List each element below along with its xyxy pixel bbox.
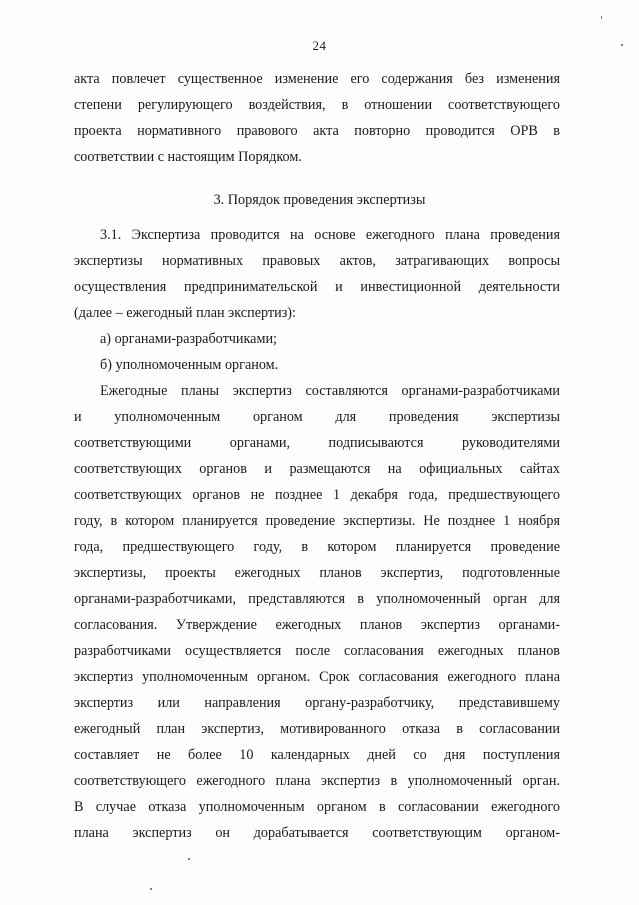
text-line: согласования. Утверждение ежегодных планов экспертиз органами- [74, 617, 560, 633]
text-line: экспертиз или направления органу-разработчику, представившему [74, 695, 560, 711]
list-item: б) уполномоченным органом. [100, 357, 279, 373]
text-line: степени регулирующего воздействия, в отношении соответствующего [74, 97, 560, 113]
text-line: соответствующих органов не позднее 1 декабря года, предшествующего [74, 487, 560, 503]
scan-speck [188, 858, 190, 860]
text-line: ежегодный план экспертиз, мотивированного отказа в согласовании [74, 721, 560, 737]
text-line: органами-разработчиками, представляются в уполномоченный орган для [74, 591, 560, 607]
text-line: году, в котором планируется проведение экспертизы. Не позднее 1 ноября [74, 513, 560, 529]
text-line: (далее – ежегодный план экспертиз): [74, 305, 296, 321]
section-heading: 3. Порядок проведения экспертизы [213, 192, 426, 208]
text-line: и уполномоченным органом для проведения экспертизы [74, 409, 560, 425]
text-line: проекта нормативного правового акта повторно проводится ОРВ в [74, 123, 560, 139]
text-line: соответствующего ежегодного плана экспертиз в уполномоченный орган. [74, 773, 560, 789]
text-line: плана экспертиз он дорабатывается соответствующим органом- [74, 825, 560, 841]
paragraph-first-line: Ежегодные планы экспертиз составляются органами-разработчиками [100, 383, 560, 399]
scan-speck [601, 16, 602, 19]
page-number: 24 [312, 38, 327, 53]
list-item: а) органами-разработчиками; [100, 331, 277, 347]
text-line: года, предшествующего году, в котором планируется проведение [74, 539, 560, 555]
text-line: экспертиз уполномоченным органом. Срок согласования ежегодного плана [74, 669, 560, 685]
text-line: соответствующих органов и размещаются на официальных сайтах [74, 461, 560, 477]
section-body [74, 222, 560, 846]
text-line: составляет не более 10 календарных дней со дня поступления [74, 747, 560, 763]
text-line: экспертизы, проекты ежегодных планов экспертиз, подготовленные [74, 565, 560, 581]
text-line: акта повлечет существенное изменение его содержания без изменения [74, 71, 560, 87]
text-line: соответствующими органами, подписываются руководителями [74, 435, 560, 451]
text-line: соответствии с настоящим Порядком. [74, 149, 302, 165]
scan-speck [150, 888, 152, 890]
text-line: В случае отказа уполномоченным органом в согласовании ежегодного [74, 799, 560, 815]
text-line: осуществления предпринимательской и инвестиционной деятельности [74, 279, 560, 295]
text-line: экспертизы нормативных правовых актов, затрагивающих вопросы [74, 253, 560, 269]
scan-speck [621, 44, 623, 46]
intro-paragraph [74, 66, 560, 170]
text-line: разработчиками осуществляется после согласования ежегодных планов [74, 643, 560, 659]
paragraph-first-line: 3.1. Экспертиза проводится на основе ежегодного плана проведения [100, 227, 560, 243]
